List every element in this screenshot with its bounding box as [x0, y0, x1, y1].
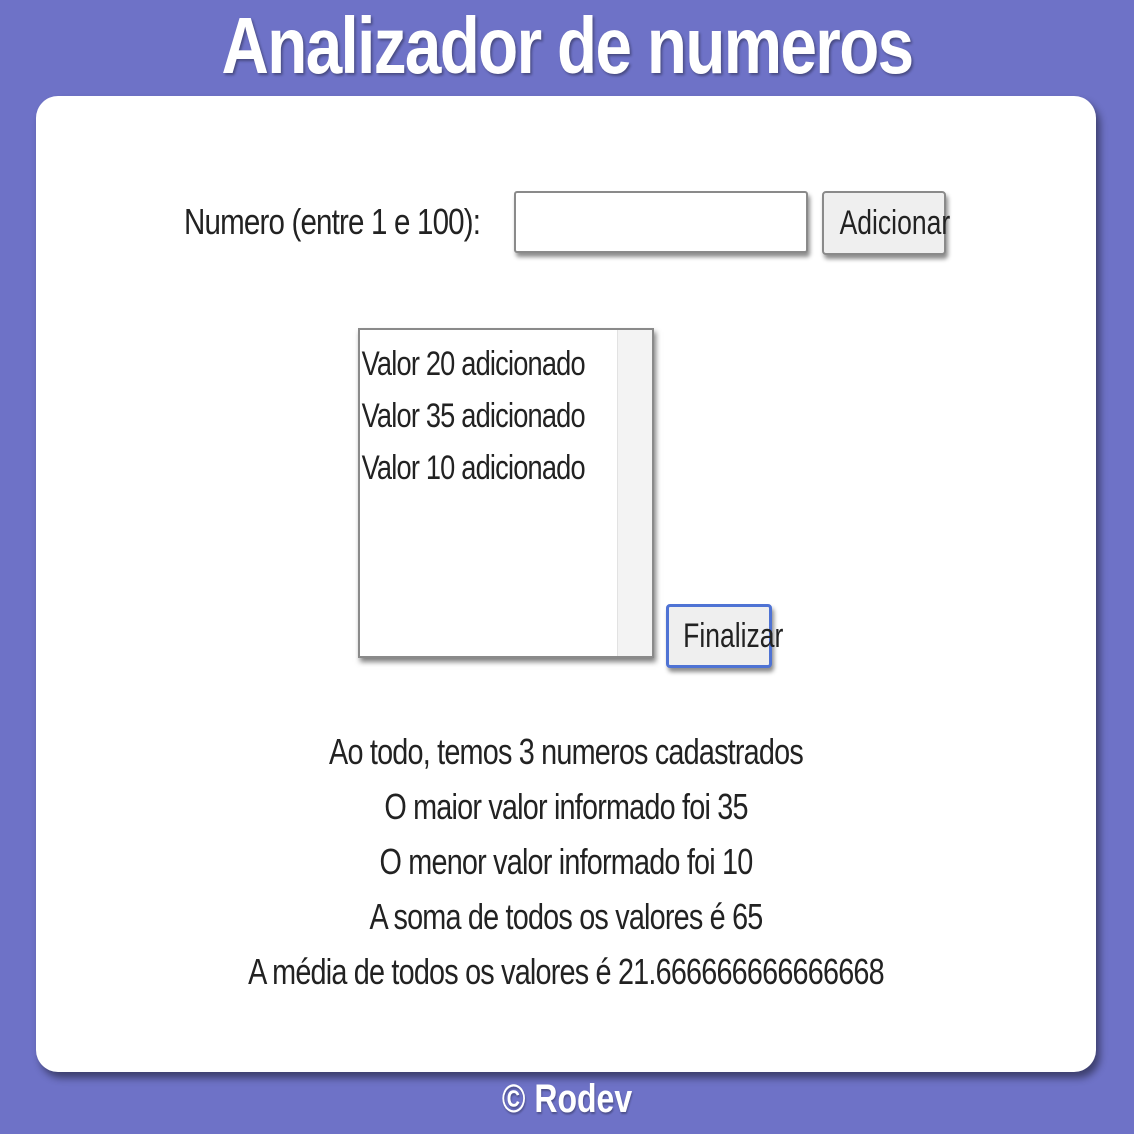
result-max: O maior valor informado foi 35 — [384, 786, 748, 827]
add-button[interactable] — [822, 191, 951, 255]
footer-credit: © Rodev — [501, 1077, 633, 1121]
list-scrollbar[interactable] — [617, 330, 652, 656]
page-title: Analizador de numeros — [221, 1, 913, 90]
add-button-label: Adicionar — [839, 203, 951, 242]
finish-button-label: Finalizar — [683, 616, 784, 655]
result-total: Ao todo, temos 3 numeros cadastrados — [329, 731, 803, 772]
result-sum: A soma de todos os valores é 65 — [369, 896, 763, 937]
results — [36, 724, 1096, 999]
values-list[interactable] — [358, 328, 654, 658]
list-item[interactable]: Valor 35 adicionado — [361, 397, 585, 435]
number-label: Numero (entre 1 e 100): — [184, 201, 481, 242]
main-card — [36, 96, 1096, 1072]
list-options — [360, 330, 652, 494]
list-item[interactable]: Valor 10 adicionado — [361, 449, 585, 487]
result-average: A média de todos os valores é 21.666666666666668 — [248, 951, 884, 992]
number-input[interactable] — [514, 191, 808, 253]
finish-button[interactable] — [666, 604, 784, 668]
list-item[interactable]: Valor 20 adicionado — [361, 345, 585, 383]
result-min: O menor valor informado foi 10 — [379, 841, 753, 882]
